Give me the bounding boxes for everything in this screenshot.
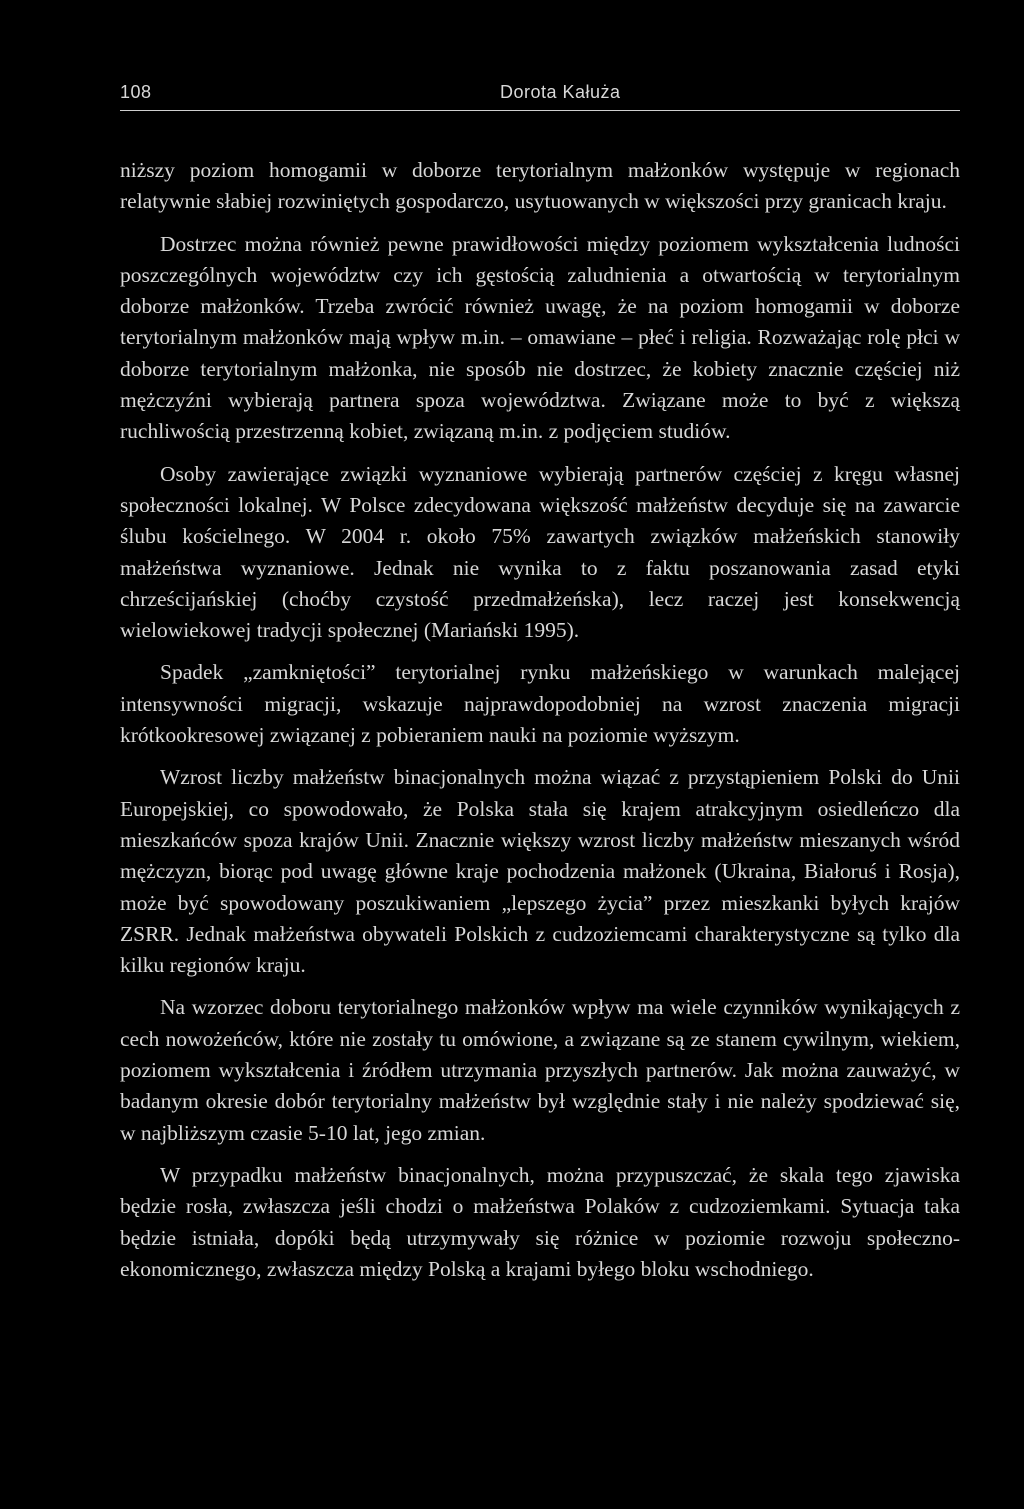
paragraph: Spadek „zamkniętości” terytorialnej rynku małżeńskiego w warunkach malejącej intensywności migracji, wskazuje najprawdopodobniej na wzrost znaczenia migracji krótkookresowej związanej z pobieraniem nauki na poziomie wyższym. — [120, 660, 960, 748]
paragraph: Dostrzec można również pewne prawidłowości między poziomem wykształcenia ludności poszczególnych województw czy ich gęstością zaludnienia a otwartością w terytorialnym doborze małżonków. Trzeba zwrócić również uwagę, że na poziom homogamii w doborze terytorialnym małżonków mają wpływ m.in. – omawiane – płeć i religia. Rozważając rolę płci w doborze terytorialnym małżonka, nie sposób nie dostrzec, że kobiety znacznie częściej niż mężczyźni wybierają partnera spoza województwa. Związane może to być z większą ruchliwością przestrzenną kobiet, związaną m.in. z podjęciem studiów. — [120, 231, 960, 444]
paragraph: Wzrost liczby małżeństw binacjonalnych można wiązać z przystąpieniem Polski do Unii Europejskiej, co spowodowało, że Polska stała się krajem atrakcyjnym osiedleńczo dla mieszkańców spoza krajów Unii. Znacznie większy wzrost liczby małżeństw mieszanych wśród mężczyzn, biorąc pod uwagę główne kraje pochodzenia małżonek (Ukraina, Białoruś i Rosja), może być spowodowany poszukiwaniem „lepszego życia” przez mieszkanki byłych krajów ZSRR. Jednak małżeństwa obywateli Polskich z cudzoziemcami charakterystyczne są tylko dla kilku regionów kraju. — [120, 765, 960, 978]
page-number: 108 — [120, 82, 152, 102]
paragraph-continued: niższy poziom homogamii w doborze terytorialnym małżonków występuje w regionach relatywnie słabiej rozwiniętych gospodarczo, usytuowanych w większości przy granicach kraju. — [120, 158, 960, 214]
document-page — [120, 80, 960, 1296]
running-header-author: Dorota Kałuża — [500, 82, 621, 102]
paragraph: Na wzorzec doboru terytorialnego małżonków wpływ ma wiele czynników wynikających z cech nowożeńców, które nie zostały tu omówione, a związane są ze stanem cywilnym, wiekiem, poziomem wykształcenia i źródłem utrzymania przyszłych partnerów. Jak można zauważyć, w badanym okresie dobór terytorialny małżeństw był względnie stały i nie należy spodziewać się, w najbliższym czasie 5-10 lat, jego zmian. — [120, 995, 960, 1145]
paragraph: Osoby zawierające związki wyznaniowe wybierają partnerów częściej z kręgu własnej społeczności lokalnej. W Polsce zdecydowana większość małżeństw decyduje się na zawarcie ślubu kościelnego. W 2004 r. około 75% zawartych związków małżeńskich stanowiły małżeństwa wyznaniowe. Jednak nie wynika to z faktu poszanowania zasad etyki chrześcijańskiej (choćby czystość przedmałżeńska), lecz raczej jest konsekwencją wielowiekowej tradycji społecznej (Mariański 1995). — [120, 461, 960, 643]
body-text — [120, 155, 960, 1285]
running-header — [120, 80, 960, 111]
paragraph: W przypadku małżeństw binacjonalnych, można przypuszczać, że skala tego zjawiska będzie rosła, zwłaszcza jeśli chodzi o małżeństwa Polaków z cudzoziemkami. Sytuacja taka będzie istniała, dopóki będą utrzymywały się różnice w poziomie rozwoju społeczno-ekonomicznego, zwłaszcza między Polską a krajami byłego bloku wschodniego. — [120, 1162, 960, 1281]
